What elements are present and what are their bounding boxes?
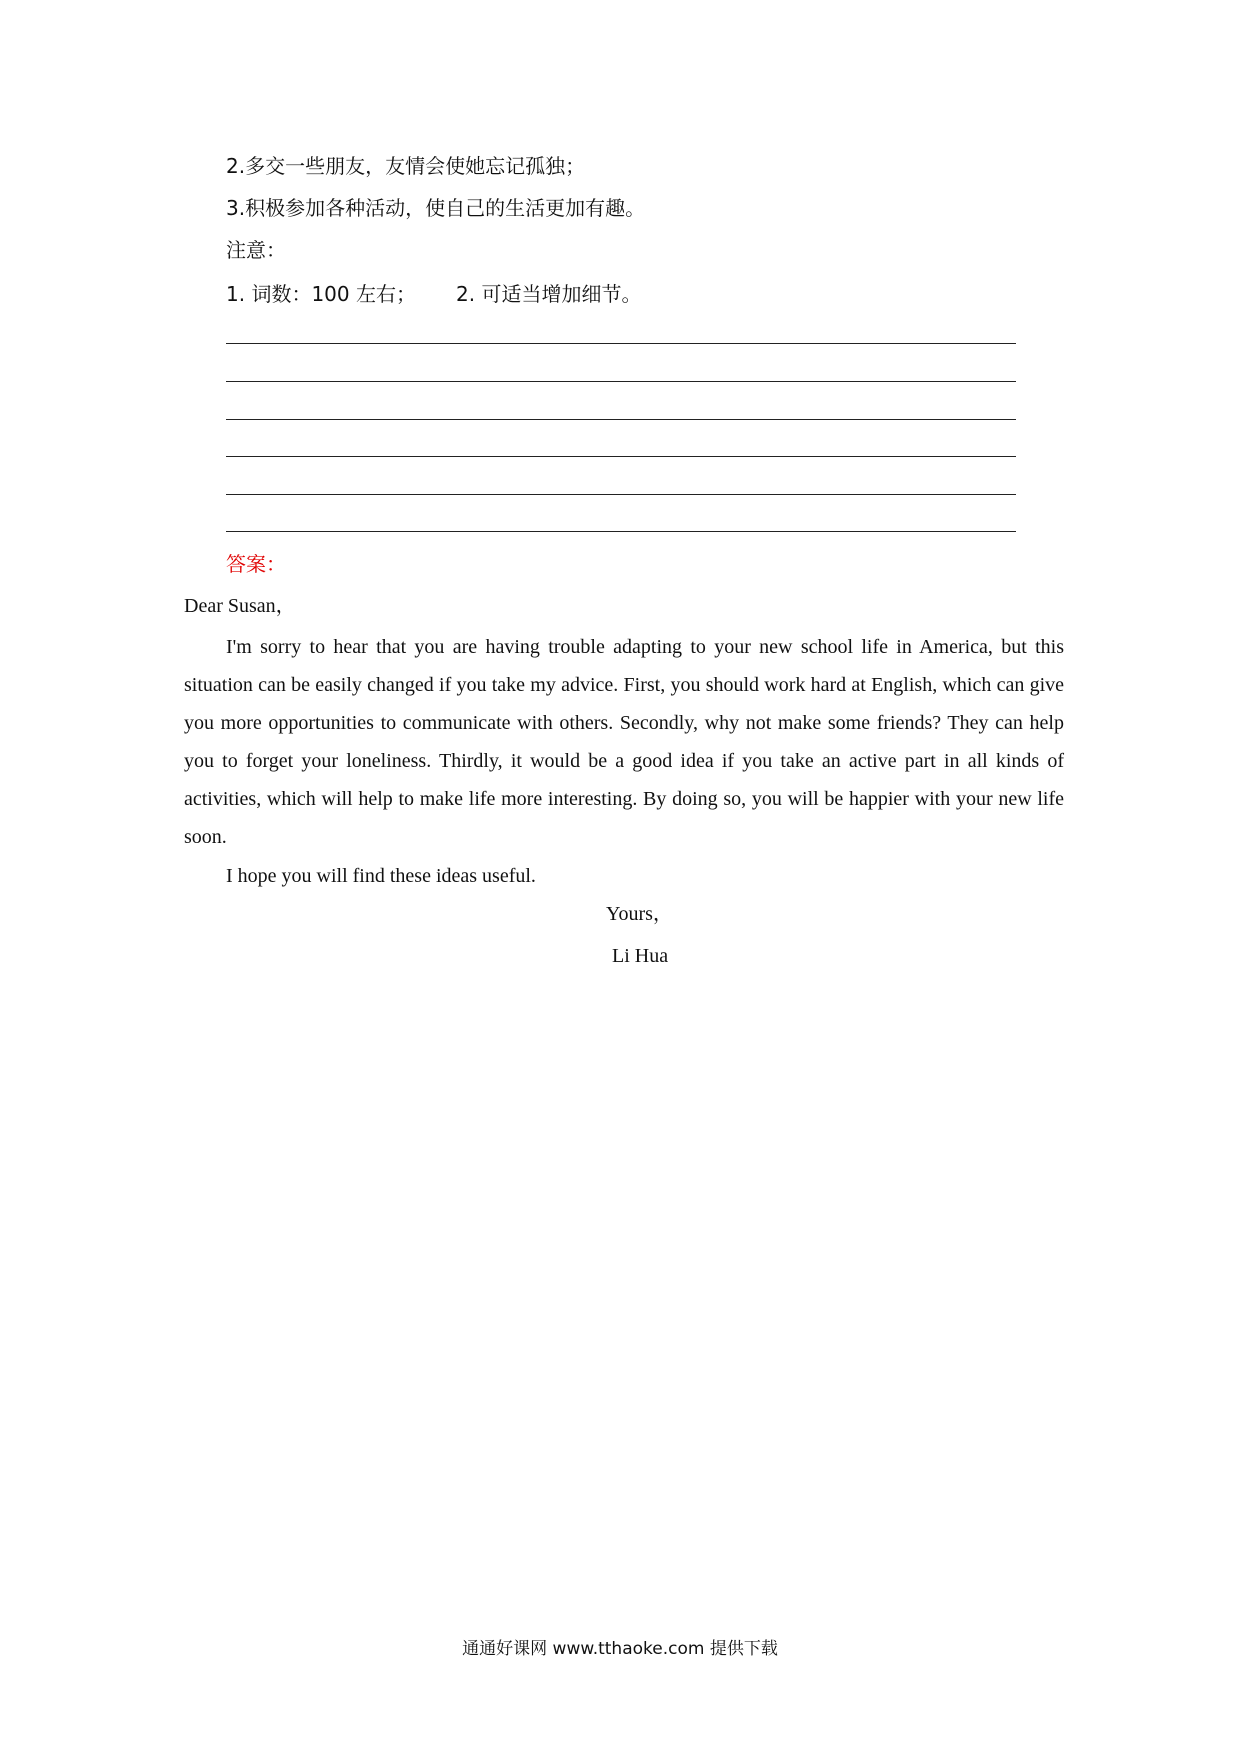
answer-label: 答案： [226, 552, 286, 576]
writing-line [226, 343, 1016, 344]
page-footer: 通通好课网 www.tthaoke.com 提供下载 [462, 1639, 778, 1659]
writing-line [226, 531, 1016, 532]
letter-signoff: Yours， [606, 903, 673, 925]
writing-line [226, 456, 1016, 457]
writing-line [226, 381, 1016, 382]
notes-item-details: 2. 可适当增加细节。 [456, 282, 642, 306]
letter-body [184, 628, 1064, 856]
writing-line [226, 419, 1016, 420]
notes-item-word-count: 1. 词数：100 左右； [226, 282, 416, 306]
letter-salutation: Dear Susan， [184, 595, 296, 617]
requirement-point-2: 2.多交一些朋友，友情会使她忘记孤独； [226, 154, 586, 178]
letter-closing-line: I hope you will find these ideas useful. [226, 865, 536, 887]
letter-signature: Li Hua [612, 945, 669, 967]
writing-line [226, 494, 1016, 495]
notes-label: 注意： [226, 238, 286, 262]
letter-body-text: I'm sorry to hear that you are having trouble adapting to your new school life in America, but this situation can be easily changed if you take my advice. First, you should work hard at English, which can give you more opportunities to communicate with others. Secondly, why not make some friends? They can help you to forget your loneliness. Thirdly, it would be a good idea if you take an active part in all kinds of activities, which will help to make life more interesting. By doing so, you will be happier with your new life soon. [184, 636, 1064, 848]
requirement-point-3: 3.积极参加各种活动，使自己的生活更加有趣。 [226, 196, 646, 220]
